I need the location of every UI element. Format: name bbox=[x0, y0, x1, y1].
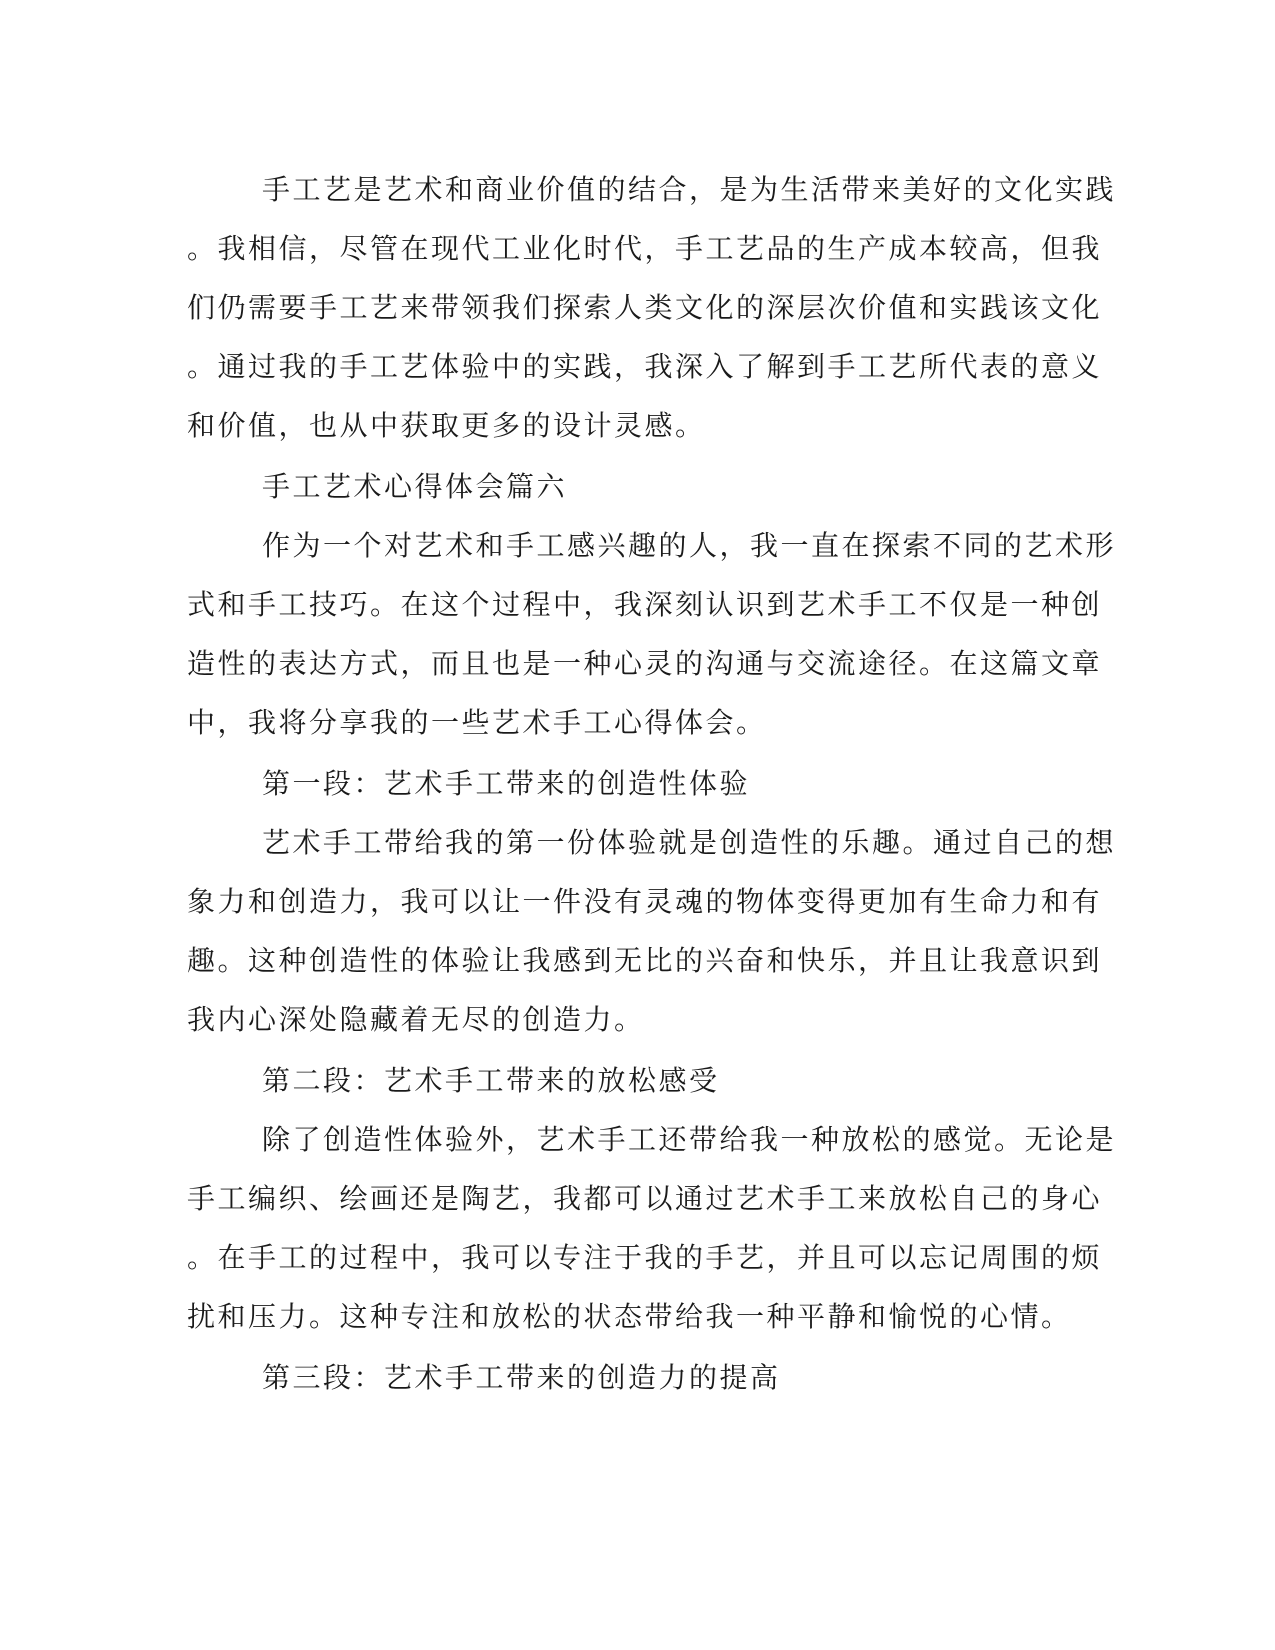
text-line: 。我相信，尽管在现代工业化时代，手工艺品的生产成本较高，但我 bbox=[187, 232, 1103, 265]
text-line: 扰和压力。这种专注和放松的状态带给我一种平静和愉悦的心情。 bbox=[187, 1300, 1072, 1333]
section-heading: 第二段：艺术手工带来的放松感受 bbox=[262, 1064, 720, 1097]
text-line: 象力和创造力，我可以让一件没有灵魂的物体变得更加有生命力和有 bbox=[187, 885, 1103, 918]
section-heading: 第三段：艺术手工带来的创造力的提高 bbox=[262, 1361, 781, 1394]
text-line: 手工艺是艺术和商业价值的结合，是为生活带来美好的文化实践 bbox=[262, 173, 1117, 206]
text-line: 。在手工的过程中，我可以专注于我的手艺，并且可以忘记周围的烦 bbox=[187, 1241, 1103, 1274]
document-body bbox=[187, 160, 1117, 1407]
paragraph bbox=[187, 1110, 1117, 1346]
text-line: 趣。这种创造性的体验让我感到无比的兴奋和快乐，并且让我意识到 bbox=[187, 944, 1103, 977]
text-line: 和价值，也从中获取更多的设计灵感。 bbox=[187, 409, 706, 442]
text-line: 。通过我的手工艺体验中的实践，我深入了解到手工艺所代表的意义 bbox=[187, 350, 1103, 383]
text-line: 们仍需要手工艺来带领我们探索人类文化的深层次价值和实践该文化 bbox=[187, 291, 1103, 324]
paragraph bbox=[187, 160, 1117, 455]
paragraph bbox=[187, 813, 1117, 1049]
text-line: 中，我将分享我的一些艺术手工心得体会。 bbox=[187, 706, 767, 739]
section-title: 手工艺术心得体会篇六 bbox=[262, 470, 568, 503]
paragraph bbox=[187, 516, 1117, 752]
text-line: 我内心深处隐藏着无尽的创造力。 bbox=[187, 1003, 645, 1036]
section-heading: 第一段：艺术手工带来的创造性体验 bbox=[262, 767, 751, 800]
text-line: 艺术手工带给我的第一份体验就是创造性的乐趣。通过自己的想 bbox=[262, 826, 1117, 859]
text-line: 作为一个对艺术和手工感兴趣的人，我一直在探索不同的艺术形 bbox=[262, 529, 1117, 562]
text-line: 式和手工技巧。在这个过程中，我深刻认识到艺术手工不仅是一种创 bbox=[187, 588, 1103, 621]
text-line: 除了创造性体验外，艺术手工还带给我一种放松的感觉。无论是 bbox=[262, 1123, 1117, 1156]
text-line: 造性的表达方式，而且也是一种心灵的沟通与交流途径。在这篇文章 bbox=[187, 647, 1103, 680]
text-line: 手工编织、绘画还是陶艺，我都可以通过艺术手工来放松自己的身心 bbox=[187, 1182, 1103, 1215]
